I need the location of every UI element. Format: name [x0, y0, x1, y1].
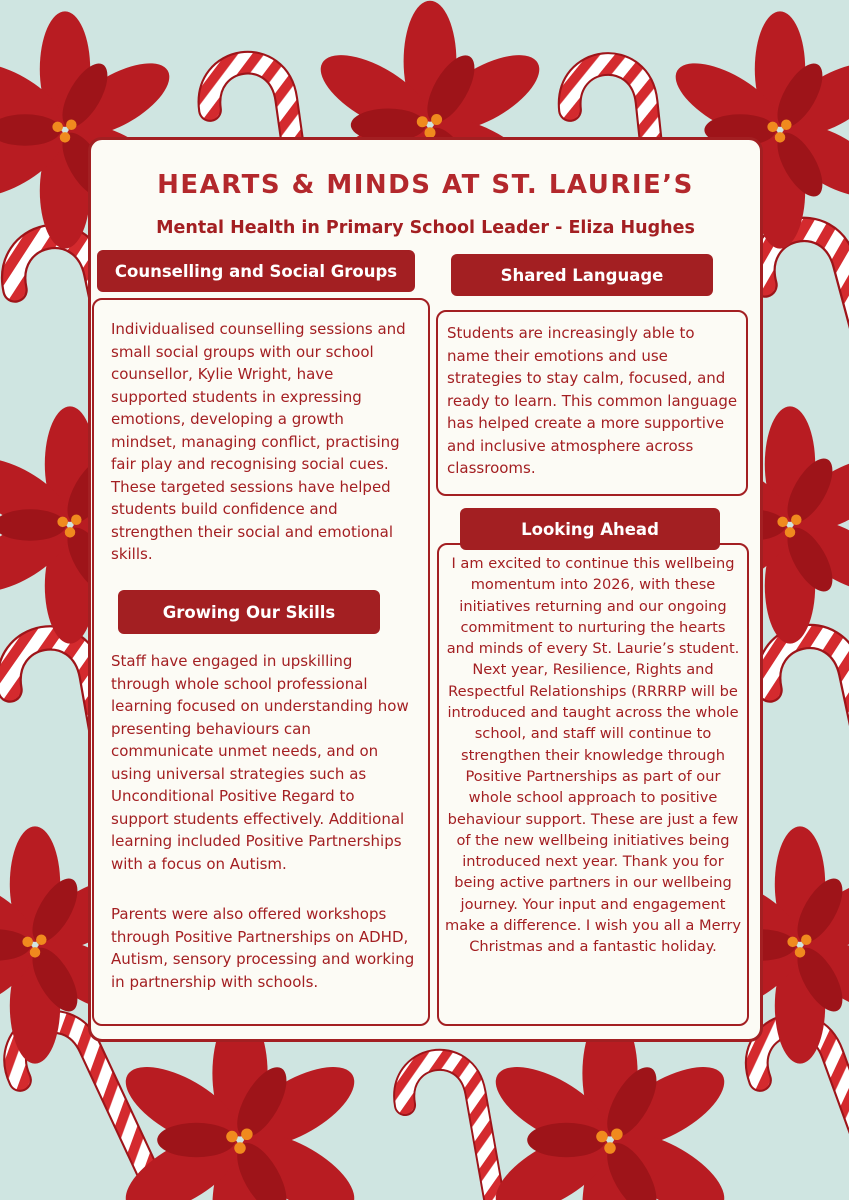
language-heading: Shared Language	[451, 254, 713, 296]
candy-cane-icon	[398, 1054, 503, 1200]
page-subtitle: Mental Health in Primary School Leader - Eliza Hughes	[156, 218, 695, 238]
skills-text: Staff have engaged in upskilling through whole school professional learning focused on understanding how presenting behaviours can communicate unmet needs, and on using universal strategies such as Unconditional Positive Regard to support students effectively. Additional learning included Positive Partnerships with a focus on Autism.	[111, 652, 409, 873]
parents-text: Parents were also offered workshops through Positive Partnerships on ADHD, Autism, sensory processing and working in partnership with schools.	[111, 905, 415, 991]
language-text: Students are increasingly able to name their emotions and use strategies to stay calm, focused, and ready to learn. This common language has helped create a more supportive and inclusive atmosphere across classrooms.	[447, 324, 738, 477]
counselling-text: Individualised counselling sessions and small social groups with our school counsellor, Kylie Wright, have supported students in expressing emotions, developing a growth mindset, managing conflict, practising fair play and recognising social cues. These targeted sessions have helped students build confidence and strengthen their social and emotional skills.	[111, 320, 406, 563]
page-title: HEARTS & MINDS AT ST. LAURIE’S	[157, 170, 694, 200]
ahead-heading: Looking Ahead	[460, 508, 720, 550]
skills-heading: Growing Our Skills	[118, 590, 380, 634]
ahead-text: I am excited to continue this wellbeing momentum into 2026, with these initiatives returning and our ongoing commitment to nurturing the hearts and minds of every St. Laurie’s student. Next year, Resilience, Rights and Respectful Relationships (RRRRP will be introduced and taught across the whole school, and staff will continue to strengthen their knowledge through Positive Partnerships as part of our whole school approach to positive behaviour support. These are just a few of the new wellbeing initiatives being introduced next year. Thank you for being active partners in our wellbeing journey. Your input and engagement make a difference. I wish you all a Merry Christmas and a fantastic holiday.	[445, 555, 741, 956]
counselling-heading: Counselling and Social Groups	[97, 250, 415, 292]
